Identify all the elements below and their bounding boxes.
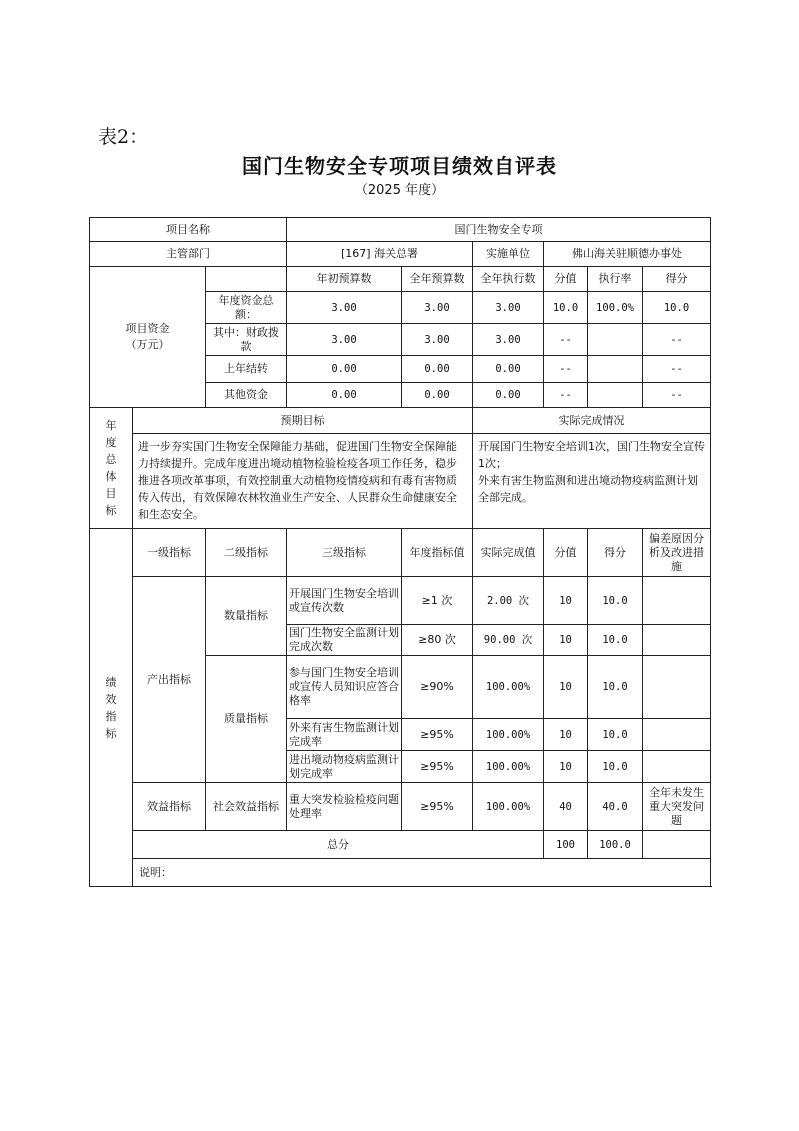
- indicator-target: ≥80 次: [402, 625, 473, 656]
- dept-row: [90, 242, 711, 267]
- indicator-score: 10: [544, 577, 588, 625]
- funds-row-v1: 3.00: [287, 292, 402, 324]
- indicator-note: 全年未发生重大突发问题: [643, 783, 711, 831]
- funds-row-got: --: [643, 324, 711, 356]
- unit-value: 佛山海关驻顺德办事处: [544, 242, 711, 267]
- funds-row-rate: 100.0%: [588, 292, 643, 324]
- funds-row-v2: 3.00: [402, 324, 473, 356]
- indicator-name: 国门生物安全监测计划完成次数: [287, 625, 402, 656]
- funds-header-blank: [206, 267, 287, 292]
- funds-row-rate: [588, 324, 643, 356]
- total-score: 100: [544, 831, 588, 859]
- funds-header-5: 执行率: [588, 267, 643, 292]
- indicator-name: 开展国门生物安全培训或宣传次数: [287, 577, 402, 625]
- indicator-got: 10.0: [588, 625, 643, 656]
- funds-row-score: --: [544, 383, 588, 408]
- indicator-got: 10.0: [588, 719, 643, 751]
- funds-row-rate: [588, 383, 643, 408]
- indicators-header-8: 偏差原因分析及改进措施: [643, 529, 711, 577]
- indicator-actual: 100.00%: [473, 656, 544, 719]
- total-got: 100.0: [588, 831, 643, 859]
- indicator-name: 外来有害生物监测计划完成率: [287, 719, 402, 751]
- indicators-header-2: 二级指标: [206, 529, 287, 577]
- indicator-name: 进出境动物疫病监测计划完成率: [287, 751, 402, 783]
- indicator-target: ≥1 次: [402, 577, 473, 625]
- indicators-header-3: 三级指标: [287, 529, 402, 577]
- indicators-header-5: 实际完成值: [473, 529, 544, 577]
- funds-label: [90, 267, 206, 408]
- goals-expected-header: 预期目标: [133, 408, 473, 434]
- total-row: [90, 831, 711, 859]
- funds-header-3: 全年执行数: [473, 267, 544, 292]
- indicators-header-4: 年度指标值: [402, 529, 473, 577]
- indicator-got: 10.0: [588, 656, 643, 719]
- indicators-header-1: 一级指标: [133, 529, 206, 577]
- funds-row-got: --: [643, 356, 711, 383]
- indicator-target: ≥90%: [402, 656, 473, 719]
- funds-header-4: 分值: [544, 267, 588, 292]
- funds-row-v1: 0.00: [287, 356, 402, 383]
- indicator-actual: 90.00 次: [473, 625, 544, 656]
- dept-value: [167] 海关总署: [287, 242, 473, 267]
- funds-header-1: 年初预算数: [287, 267, 402, 292]
- page-subtitle: （2025 年度）: [354, 183, 445, 198]
- indicator-note: [643, 719, 711, 751]
- goals-actual-line: 外来有害生物监测和进出境动物疫病监测计划全部完成。: [478, 474, 699, 504]
- funds-row-rate: [588, 356, 643, 383]
- funds-row-v3: 0.00: [473, 356, 544, 383]
- indicator-note: [643, 577, 711, 625]
- indicator-target: ≥95%: [402, 719, 473, 751]
- indicator-target: ≥95%: [402, 751, 473, 783]
- goals-actual-line: 开展国门生物安全培训1次，国门生物安全宣传1次；: [478, 440, 706, 470]
- funds-row-v1: 0.00: [287, 383, 402, 408]
- funds-row-v2: 0.00: [402, 356, 473, 383]
- funds-row-name: 其中：财政拨款: [206, 324, 287, 356]
- indicator-score: 10: [544, 625, 588, 656]
- note-label: 说明：: [133, 859, 711, 887]
- note-row: [90, 859, 711, 887]
- indicators-header-row: [90, 529, 711, 577]
- indicator-level2-quality: 质量指标: [206, 656, 287, 783]
- indicator-row: [90, 783, 711, 831]
- funds-row-score: --: [544, 324, 588, 356]
- total-note: [643, 831, 711, 859]
- indicator-score: 10: [544, 656, 588, 719]
- goals-label: [90, 408, 133, 529]
- project-name-label: 项目名称: [90, 218, 287, 242]
- indicator-actual: 100.00%: [473, 751, 544, 783]
- unit-label: 实施单位: [473, 242, 544, 267]
- goals-expected-text: 进一步夯实国门生物安全保障能力基础，促进国门生物安全保障能力持续提升。完成年度进出境动植物检验检疫各项工作任务，稳步推进各项改革事项，有效控制重大动植物疫情疫病和有毒有害物质传入传出，有效保障农林牧渔业生产安全、人民群众生命健康安全和生态安全。: [133, 434, 473, 529]
- indicator-name: 重大突发检验检疫问题处理率: [287, 783, 402, 831]
- funds-label-text: 项目资金（万元）: [125, 322, 170, 351]
- indicators-header-7: 得分: [588, 529, 643, 577]
- performance-table: [89, 217, 711, 887]
- funds-row-v2: 3.00: [402, 292, 473, 324]
- indicator-got: 40.0: [588, 783, 643, 831]
- indicator-level2-quantity: 数量指标: [206, 577, 287, 656]
- funds-row-name: 上年结转: [206, 356, 287, 383]
- total-label: 总分: [133, 831, 544, 859]
- indicators-label-text: 绩效指标: [105, 675, 117, 740]
- indicator-level2-social: 社会效益指标: [206, 783, 287, 831]
- funds-header-2: 全年预算数: [402, 267, 473, 292]
- project-name-value: 国门生物安全专项: [287, 218, 711, 242]
- funds-row-v3: 0.00: [473, 383, 544, 408]
- indicators-label: [90, 529, 133, 887]
- indicator-score: 10: [544, 719, 588, 751]
- dept-label: 主管部门: [90, 242, 287, 267]
- indicator-got: 10.0: [588, 577, 643, 625]
- funds-header-row: [90, 267, 711, 292]
- goals-label-text: 年度总体目标: [105, 419, 117, 517]
- indicator-got: 10.0: [588, 751, 643, 783]
- funds-row-score: 10.0: [544, 292, 588, 324]
- funds-row-score: --: [544, 356, 588, 383]
- indicator-actual: 2.00 次: [473, 577, 544, 625]
- funds-row-v3: 3.00: [473, 324, 544, 356]
- indicator-name: 参与国门生物安全培训或宣传人员知识应答合格率: [287, 656, 402, 719]
- page-title: 国门生物安全专项项目绩效自评表: [242, 154, 557, 178]
- funds-row-got: 10.0: [643, 292, 711, 324]
- funds-row-v2: 0.00: [402, 383, 473, 408]
- project-name-row: [90, 218, 711, 242]
- goals-content-row: [90, 434, 711, 529]
- indicator-level1-output: 产出指标: [133, 577, 206, 783]
- goals-header-row: [90, 408, 711, 434]
- indicator-actual: 100.00%: [473, 783, 544, 831]
- indicator-note: [643, 656, 711, 719]
- funds-row-name: 年度资金总额：: [206, 292, 287, 324]
- funds-row-name: 其他资金: [206, 383, 287, 408]
- indicator-actual: 100.00%: [473, 719, 544, 751]
- indicators-header-6: 分值: [544, 529, 588, 577]
- indicator-row: [90, 577, 711, 625]
- goals-actual-cell: [473, 434, 711, 529]
- funds-header-6: 得分: [643, 267, 711, 292]
- indicator-score: 10: [544, 751, 588, 783]
- table-label: 表2：: [98, 126, 149, 148]
- funds-row-got: --: [643, 383, 711, 408]
- indicator-note: [643, 751, 711, 783]
- funds-row-v1: 3.00: [287, 324, 402, 356]
- funds-row-v3: 3.00: [473, 292, 544, 324]
- indicator-note: [643, 625, 711, 656]
- indicator-level1-benefit: 效益指标: [133, 783, 206, 831]
- goals-actual-header: 实际完成情况: [473, 408, 711, 434]
- indicator-score: 40: [544, 783, 588, 831]
- indicator-target: ≥95%: [402, 783, 473, 831]
